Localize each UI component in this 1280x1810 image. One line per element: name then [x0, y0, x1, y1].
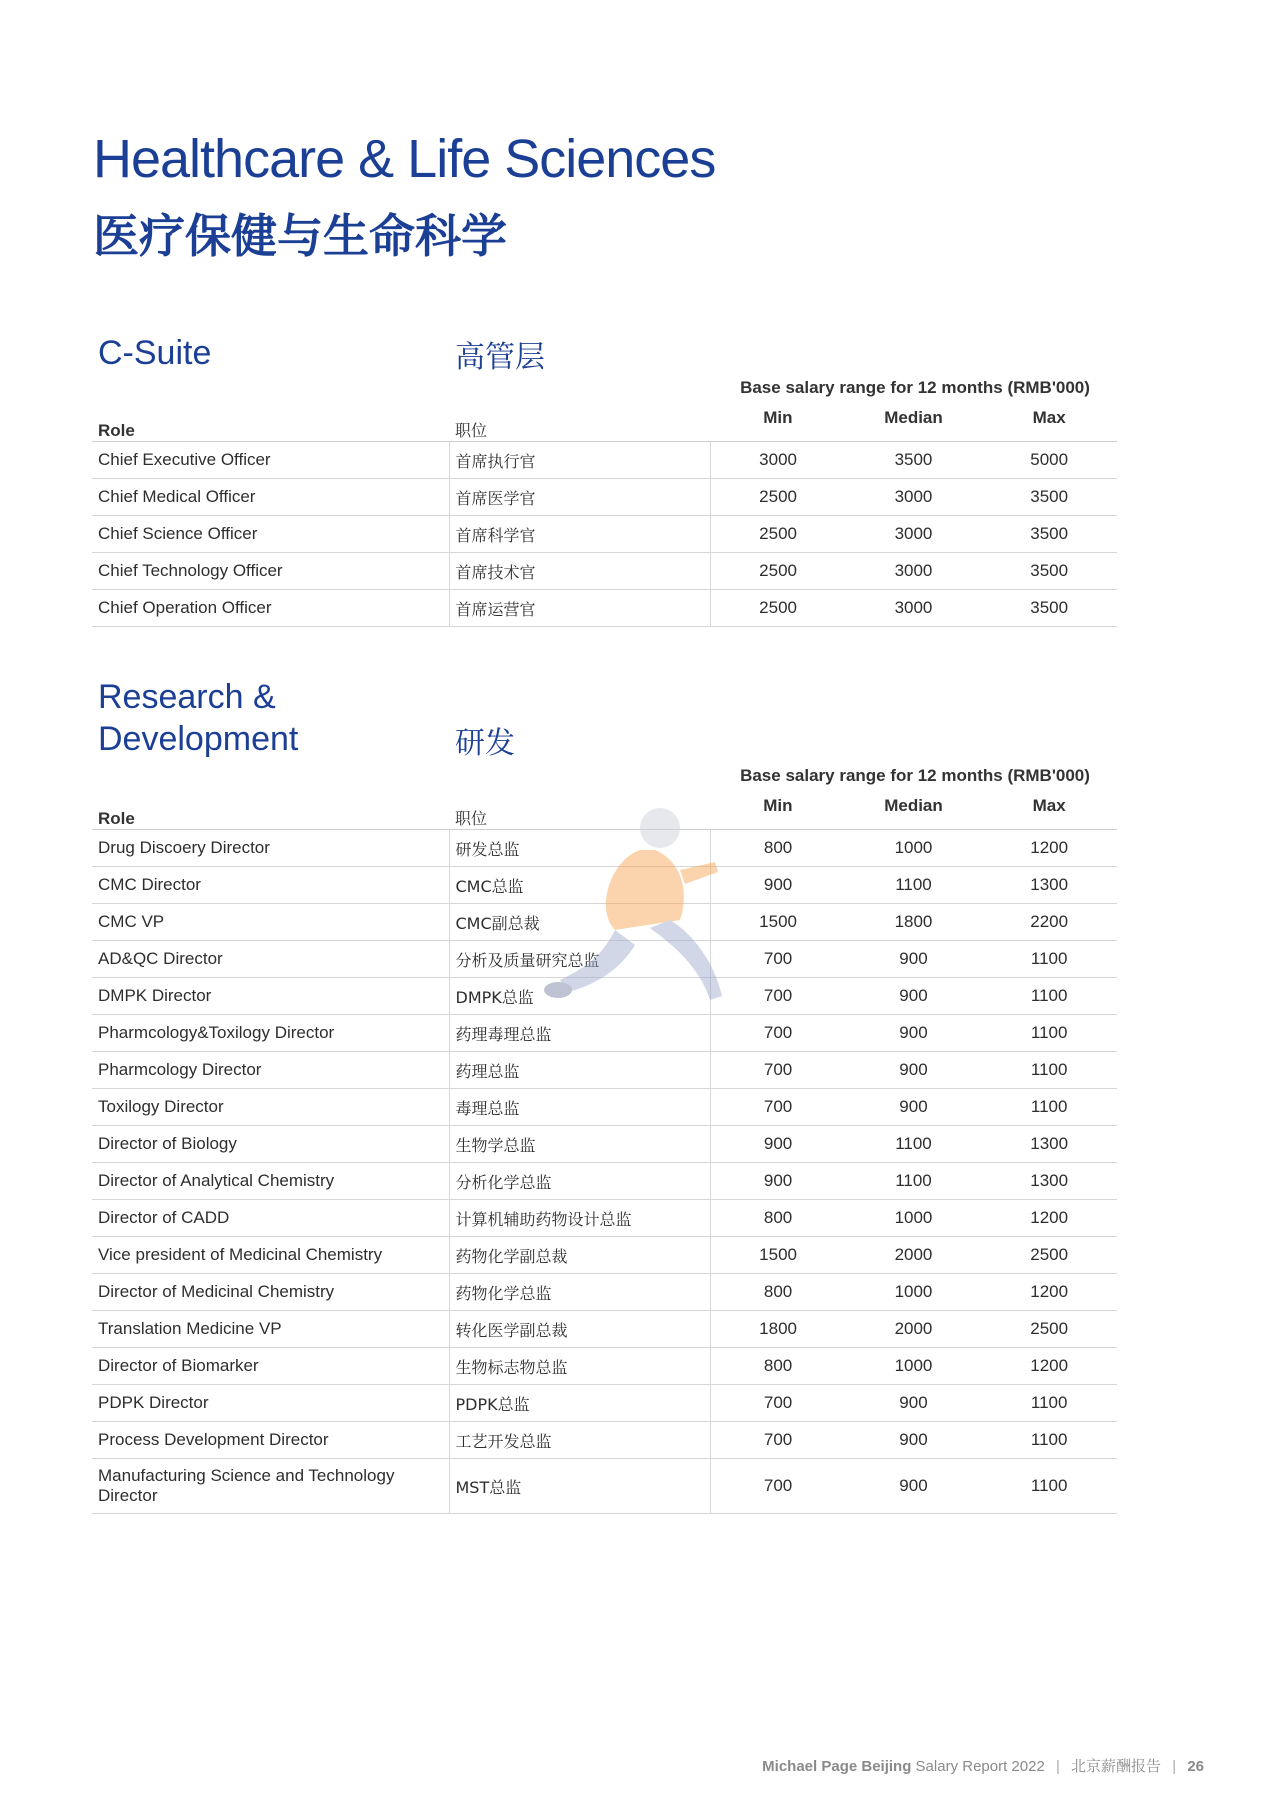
min-salary-cell: 800 — [710, 830, 846, 867]
role-cn-cell: 药物化学副总裁 — [449, 1237, 710, 1274]
min-salary-cell: 700 — [710, 1459, 846, 1514]
role-cn-column-header: 职位 — [449, 796, 710, 830]
max-salary-cell: 2200 — [981, 904, 1117, 941]
median-salary-cell: 900 — [846, 1385, 982, 1422]
max-salary-cell: 1200 — [981, 1200, 1117, 1237]
max-salary-cell: 1100 — [981, 1089, 1117, 1126]
min-salary-cell: 2500 — [710, 553, 846, 590]
max-column-header: Max — [981, 796, 1117, 830]
role-cell: Director of Biomarker — [92, 1348, 449, 1385]
min-salary-cell: 700 — [710, 941, 846, 978]
median-salary-cell: 900 — [846, 1015, 982, 1052]
table-row — [92, 1089, 1117, 1126]
section-title-line: Development — [98, 720, 299, 758]
table-row — [92, 1348, 1117, 1385]
median-salary-cell: 3500 — [846, 442, 982, 479]
role-cell: AD&QC Director — [92, 941, 449, 978]
role-cn-cell: 首席医学官 — [449, 479, 710, 516]
footer-report-title-chinese: 北京薪酬报告 — [1071, 1757, 1162, 1775]
role-cn-column-header: 职位 — [449, 408, 710, 442]
min-salary-cell: 700 — [710, 1052, 846, 1089]
role-cell: CMC Director — [92, 867, 449, 904]
table-row — [92, 590, 1117, 627]
median-salary-cell: 1100 — [846, 1126, 982, 1163]
page-title-chinese: 医疗保健与生命科学 — [93, 209, 507, 263]
table-row — [92, 1311, 1117, 1348]
role-cell: Chief Medical Officer — [92, 479, 449, 516]
role-cn-cell: 首席运营官 — [449, 590, 710, 627]
median-salary-cell: 900 — [846, 941, 982, 978]
role-cn-cell: 生物标志物总监 — [449, 1348, 710, 1385]
role-cn-cell: DMPK总监 — [449, 978, 710, 1015]
median-salary-cell: 900 — [846, 1422, 982, 1459]
footer-report-title: Salary Report 2022 — [915, 1758, 1045, 1775]
max-salary-cell: 3500 — [981, 590, 1117, 627]
role-cn-cell: 生物学总监 — [449, 1126, 710, 1163]
min-salary-cell: 800 — [710, 1348, 846, 1385]
role-cell: Director of CADD — [92, 1200, 449, 1237]
table-row — [92, 1015, 1117, 1052]
role-cell: Drug Discoery Director — [92, 830, 449, 867]
min-salary-cell: 900 — [710, 867, 846, 904]
role-cell: Chief Science Officer — [92, 516, 449, 553]
role-cell: Vice president of Medicinal Chemistry — [92, 1237, 449, 1274]
median-salary-cell: 3000 — [846, 516, 982, 553]
min-salary-cell: 700 — [710, 1015, 846, 1052]
role-cell: Director of Analytical Chemistry — [92, 1163, 449, 1200]
min-salary-cell: 700 — [710, 1385, 846, 1422]
max-salary-cell: 5000 — [981, 442, 1117, 479]
min-salary-cell: 3000 — [710, 442, 846, 479]
role-cn-cell: MST总监 — [449, 1459, 710, 1514]
max-salary-cell: 1300 — [981, 1126, 1117, 1163]
min-salary-cell: 1800 — [710, 1311, 846, 1348]
table-row — [92, 442, 1117, 479]
footer-separator: | — [1172, 1758, 1177, 1775]
table-header-row — [92, 408, 1117, 442]
max-salary-cell: 1300 — [981, 867, 1117, 904]
role-cn-cell: 首席技术官 — [449, 553, 710, 590]
min-salary-cell: 700 — [710, 1089, 846, 1126]
section-title-research-development-chinese: 研发 — [455, 726, 515, 761]
min-salary-cell: 700 — [710, 1422, 846, 1459]
min-salary-cell: 1500 — [710, 1237, 846, 1274]
role-cn-cell: 计算机辅助药物设计总监 — [449, 1200, 710, 1237]
role-cell: Translation Medicine VP — [92, 1311, 449, 1348]
table-row — [92, 1385, 1117, 1422]
table-row — [92, 1237, 1117, 1274]
role-cn-cell: 分析及质量研究总监 — [449, 941, 710, 978]
max-salary-cell: 3500 — [981, 479, 1117, 516]
max-salary-cell: 2500 — [981, 1237, 1117, 1274]
section-title-line: Research & — [98, 678, 276, 716]
role-cn-cell: 药物化学总监 — [449, 1274, 710, 1311]
table-row — [92, 553, 1117, 590]
min-salary-cell: 900 — [710, 1126, 846, 1163]
median-column-header: Median — [846, 408, 982, 442]
role-cell: Chief Executive Officer — [92, 442, 449, 479]
role-cell: Toxilogy Director — [92, 1089, 449, 1126]
role-cell: DMPK Director — [92, 978, 449, 1015]
max-salary-cell: 1300 — [981, 1163, 1117, 1200]
role-cell: Chief Technology Officer — [92, 553, 449, 590]
running-person-illustration — [540, 800, 740, 1020]
min-salary-cell: 700 — [710, 978, 846, 1015]
median-salary-cell: 3000 — [846, 553, 982, 590]
page-title: Healthcare & Life Sciences — [93, 129, 716, 189]
table-row — [92, 516, 1117, 553]
page-number: 26 — [1187, 1758, 1204, 1775]
median-salary-cell: 2000 — [846, 1311, 982, 1348]
max-salary-cell: 1100 — [981, 1385, 1117, 1422]
role-cell: PDPK Director — [92, 1385, 449, 1422]
min-salary-cell: 2500 — [710, 479, 846, 516]
max-salary-cell: 1100 — [981, 941, 1117, 978]
section-title-c-suite-chinese: 高管层 — [455, 340, 545, 375]
max-column-header: Max — [981, 408, 1117, 442]
min-column-header: Min — [710, 796, 846, 830]
median-salary-cell: 3000 — [846, 590, 982, 627]
role-cn-cell: 分析化学总监 — [449, 1163, 710, 1200]
role-column-header: Role — [92, 408, 449, 442]
role-cn-cell: 药理毒理总监 — [449, 1015, 710, 1052]
max-salary-cell: 3500 — [981, 516, 1117, 553]
min-column-header: Min — [710, 408, 846, 442]
median-salary-cell: 900 — [846, 1052, 982, 1089]
role-column-header: Role — [92, 796, 449, 830]
role-cn-cell: 首席执行官 — [449, 442, 710, 479]
role-cn-cell: 研发总监 — [449, 830, 710, 867]
salary-range-caption: Base salary range for 12 months (RMB'000) — [740, 378, 1090, 397]
max-salary-cell: 1100 — [981, 1015, 1117, 1052]
c-suite-salary-table — [92, 408, 1117, 627]
role-cell: Pharmcology&Toxilogy Director — [92, 1015, 449, 1052]
max-salary-cell: 1100 — [981, 1422, 1117, 1459]
max-salary-cell: 1200 — [981, 1348, 1117, 1385]
table-row — [92, 1459, 1117, 1514]
footer-separator: | — [1055, 1758, 1060, 1775]
median-column-header: Median — [846, 796, 982, 830]
median-salary-cell: 1000 — [846, 1348, 982, 1385]
median-salary-cell: 900 — [846, 1459, 982, 1514]
footer-brand: Michael Page Beijing — [762, 1758, 912, 1775]
max-salary-cell: 2500 — [981, 1311, 1117, 1348]
median-salary-cell: 1000 — [846, 1274, 982, 1311]
median-salary-cell: 1000 — [846, 1200, 982, 1237]
max-salary-cell: 1100 — [981, 1052, 1117, 1089]
table-row — [92, 1052, 1117, 1089]
median-salary-cell: 900 — [846, 1089, 982, 1126]
max-salary-cell: 3500 — [981, 553, 1117, 590]
salary-range-caption: Base salary range for 12 months (RMB'000) — [740, 766, 1090, 785]
table-row — [92, 1422, 1117, 1459]
role-cn-cell: CMC副总裁 — [449, 904, 710, 941]
role-cn-cell: CMC总监 — [449, 867, 710, 904]
table-row — [92, 479, 1117, 516]
min-salary-cell: 2500 — [710, 516, 846, 553]
role-cell: Chief Operation Officer — [92, 590, 449, 627]
role-cell: Director of Medicinal Chemistry — [92, 1274, 449, 1311]
min-salary-cell: 1500 — [710, 904, 846, 941]
median-salary-cell: 1000 — [846, 830, 982, 867]
median-salary-cell: 1100 — [846, 867, 982, 904]
role-cn-cell: 转化医学副总裁 — [449, 1311, 710, 1348]
role-cell: Director of Biology — [92, 1126, 449, 1163]
table-row — [92, 1163, 1117, 1200]
table-row — [92, 1126, 1117, 1163]
role-cn-cell: 工艺开发总监 — [449, 1422, 710, 1459]
role-cell: Process Development Director — [92, 1422, 449, 1459]
median-salary-cell: 1800 — [846, 904, 982, 941]
table-row — [92, 1274, 1117, 1311]
max-salary-cell: 1200 — [981, 830, 1117, 867]
median-salary-cell: 1100 — [846, 1163, 982, 1200]
role-cell: CMC VP — [92, 904, 449, 941]
role-cn-cell: 药理总监 — [449, 1052, 710, 1089]
median-salary-cell: 2000 — [846, 1237, 982, 1274]
max-salary-cell: 1100 — [981, 978, 1117, 1015]
min-salary-cell: 800 — [710, 1274, 846, 1311]
role-cell: Pharmcology Director — [92, 1052, 449, 1089]
section-title-research-development — [98, 676, 298, 760]
role-cn-cell: PDPK总监 — [449, 1385, 710, 1422]
max-salary-cell: 1100 — [981, 1459, 1117, 1514]
role-cn-cell: 首席科学官 — [449, 516, 710, 553]
min-salary-cell: 900 — [710, 1163, 846, 1200]
median-salary-cell: 900 — [846, 978, 982, 1015]
min-salary-cell: 800 — [710, 1200, 846, 1237]
max-salary-cell: 1200 — [981, 1274, 1117, 1311]
role-cell: Manufacturing Science and Technology Director — [92, 1459, 449, 1514]
section-title-c-suite: C-Suite — [98, 334, 212, 372]
min-salary-cell: 2500 — [710, 590, 846, 627]
table-row — [92, 1200, 1117, 1237]
page-footer — [762, 1755, 1204, 1776]
median-salary-cell: 3000 — [846, 479, 982, 516]
role-cn-cell: 毒理总监 — [449, 1089, 710, 1126]
